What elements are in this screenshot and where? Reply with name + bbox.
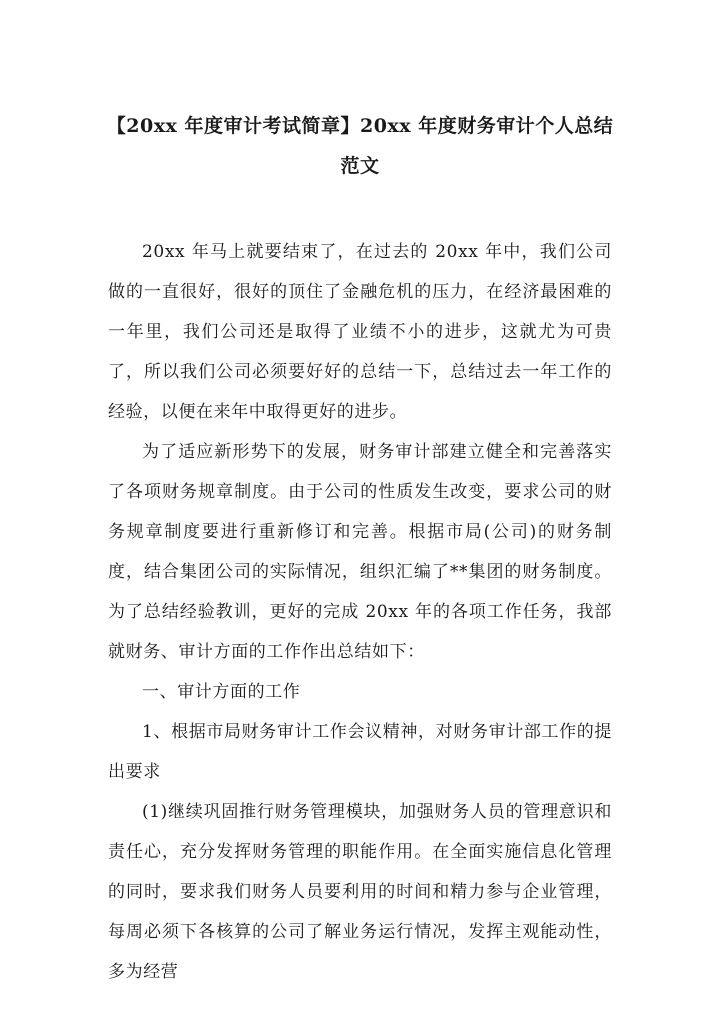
paragraph-intro: 20xx 年马上就要结束了，在过去的 20xx 年中，我们公司做的一直很好，很好的顶住了金融危机的压力，在经济最困难的一年里，我们公司还是取得了业绩不小的进步，这就尤为可贵了，所以我们公司必须要好好的总结一下，总结过去一年工作的经验，以便在来年中取得更好的进步。 bbox=[108, 242, 612, 422]
document-title: 【20xx 年度审计考试简章】20xx 年度财务审计个人总结范文 bbox=[106, 115, 614, 177]
section-heading-audit: 一、审计方面的工作 bbox=[142, 682, 301, 702]
document-body bbox=[108, 232, 612, 992]
paragraph-regulations: 为了适应新形势下的发展，财务审计部建立健全和完善落实了各项财务规章制度。由于公司的性质发生改变，要求公司的财务规章制度要进行重新修订和完善。根据市局(公司)的财务制度，结合集团公司的实际情况，组织汇编了**集团的财务制度。为了总结经验教训，更好的完成 20xx 年的各项工作任务，我部就财务、审计方面的工作作出总结如下： bbox=[108, 442, 612, 662]
paragraph-subitem-1: (1)继续巩固推行财务管理模块，加强财务人员的管理意识和责任心，充分发挥财务管理的职能作用。在全面实施信息化管理的同时，要求我们财务人员要利用的时间和精力参与企业管理，每周必须下各核算的公司了解业务运行情况，发挥主观能动性，多为经营 bbox=[108, 802, 612, 982]
paragraph-item-1: 1、根据市局财务审计工作会议精神，对财务审计部工作的提出要求 bbox=[108, 722, 612, 782]
